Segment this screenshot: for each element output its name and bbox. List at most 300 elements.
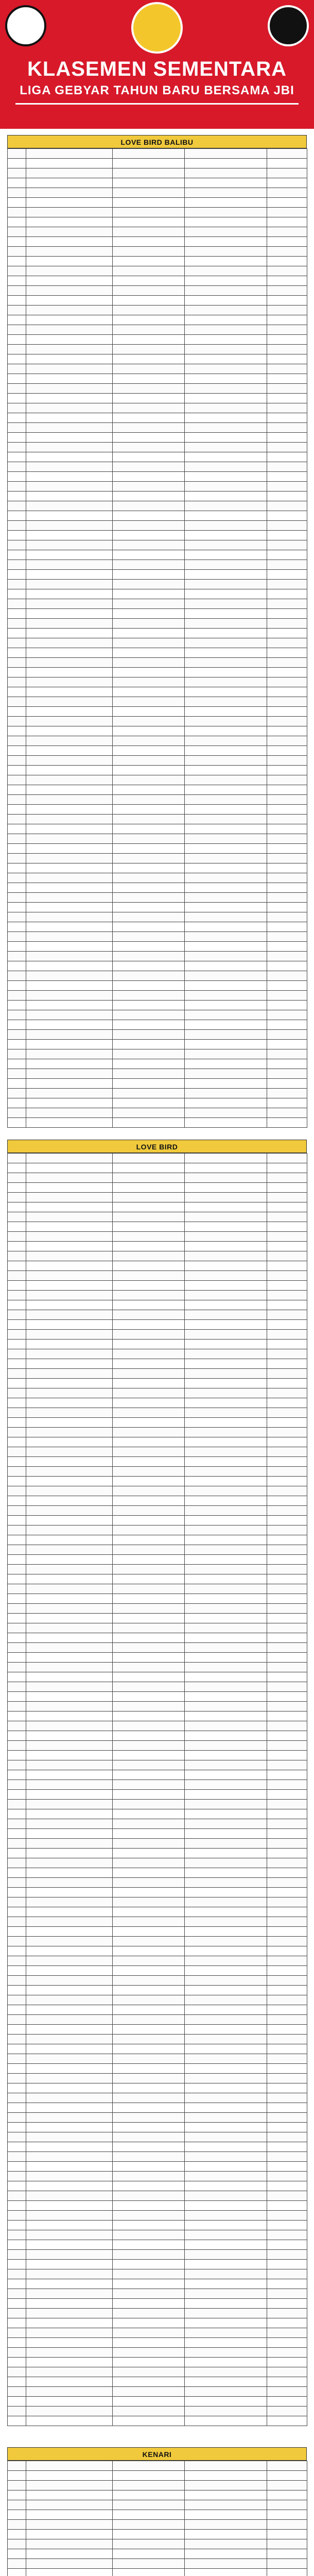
table-cell [113, 1379, 185, 1388]
table-cell [113, 717, 185, 726]
table-cell [8, 540, 26, 550]
table-cell [26, 1030, 113, 1040]
table-cell [26, 1721, 113, 1731]
table-cell [113, 217, 185, 227]
table-cell [267, 658, 307, 668]
table-cell [185, 756, 267, 766]
table-cell [113, 315, 185, 325]
table-cell [267, 2328, 307, 2338]
table-cell [267, 1496, 307, 1506]
table-cell [267, 1040, 307, 1049]
table-cell [113, 1118, 185, 1128]
table-row [8, 677, 307, 687]
table-cell [26, 1858, 113, 1868]
table-cell [267, 717, 307, 726]
table-cell [267, 570, 307, 580]
table-cell [185, 276, 267, 286]
table-cell [113, 227, 185, 237]
table-cell [8, 2152, 26, 2162]
table-row [8, 1281, 307, 1291]
table-cell [113, 1604, 185, 1614]
table-cell [26, 2549, 113, 2559]
table-cell [113, 1986, 185, 1995]
table-cell [113, 2549, 185, 2559]
table-row [8, 1702, 307, 1711]
table-row [8, 2172, 307, 2181]
table-cell [267, 2162, 307, 2172]
table-cell [113, 1780, 185, 1790]
table-cell [267, 1173, 307, 1183]
table-cell [185, 2387, 267, 2397]
table-cell [113, 609, 185, 619]
table-cell [185, 1398, 267, 1408]
table-cell [267, 2005, 307, 2015]
table-cell [185, 854, 267, 863]
table-cell [8, 1447, 26, 1457]
table-cell [267, 384, 307, 394]
table-cell [26, 981, 113, 991]
table-cell [185, 883, 267, 893]
table-cell [8, 501, 26, 511]
table-cell [185, 1868, 267, 1878]
table-cell [8, 1437, 26, 1447]
ranking-table [7, 2461, 307, 2576]
table-cell [8, 1040, 26, 1049]
table-cell [8, 932, 26, 942]
table-cell [113, 2559, 185, 2569]
table-cell [185, 2530, 267, 2539]
table-cell [8, 766, 26, 775]
table-cell [26, 785, 113, 795]
table-cell [113, 1800, 185, 1809]
table-cell [8, 1154, 26, 1163]
table-row [8, 227, 307, 237]
table-cell [8, 1310, 26, 1320]
table-row [8, 2240, 307, 2250]
table-cell [26, 1800, 113, 1809]
table-cell [113, 2358, 185, 2367]
table-cell [267, 863, 307, 873]
table-cell [267, 2054, 307, 2064]
table-cell [185, 1888, 267, 1897]
table-cell [113, 658, 185, 668]
table-cell [113, 1486, 185, 1496]
table-row [8, 315, 307, 325]
table-cell [267, 521, 307, 531]
table-cell [185, 1310, 267, 1320]
table-cell [113, 570, 185, 580]
table-cell [26, 697, 113, 707]
table-cell [113, 2064, 185, 2074]
table-cell [185, 1349, 267, 1359]
table-row [8, 178, 307, 188]
table-cell [26, 2387, 113, 2397]
table-cell [8, 2044, 26, 2054]
table-cell [8, 1711, 26, 1721]
table-row [8, 433, 307, 443]
table-cell [26, 521, 113, 531]
table-cell [26, 805, 113, 815]
table-cell [267, 580, 307, 589]
table-cell [267, 2461, 307, 2471]
table-cell [8, 726, 26, 736]
table-cell [8, 961, 26, 971]
table-cell [113, 540, 185, 550]
table-cell [185, 1079, 267, 1089]
table-row [8, 1251, 307, 1261]
table-cell [8, 873, 26, 883]
table-cell [185, 1496, 267, 1506]
table-row [8, 2250, 307, 2260]
table-cell [26, 482, 113, 492]
table-cell [185, 2221, 267, 2230]
table-cell [267, 1682, 307, 1692]
table-cell [185, 1163, 267, 1173]
table-cell [185, 687, 267, 697]
table-cell [26, 1193, 113, 1202]
table-cell [26, 1672, 113, 1682]
table-row [8, 648, 307, 658]
table-cell [185, 2461, 267, 2471]
table-cell [8, 1398, 26, 1408]
table-cell [8, 2328, 26, 2338]
table-row [8, 1907, 307, 1917]
table-cell [113, 1653, 185, 1663]
table-cell [267, 2230, 307, 2240]
table-cell [26, 1477, 113, 1486]
table-cell [185, 942, 267, 952]
table-cell [267, 2569, 307, 2576]
table-row [8, 394, 307, 403]
table-row [8, 2064, 307, 2074]
table-cell [113, 1594, 185, 1604]
table-cell [8, 805, 26, 815]
table-cell [267, 629, 307, 638]
table-cell [8, 2530, 26, 2539]
table-cell [267, 1800, 307, 1809]
table-row [8, 1692, 307, 1702]
table-cell [185, 1770, 267, 1780]
table-cell [267, 2416, 307, 2426]
table-cell [113, 423, 185, 433]
table-cell [267, 1320, 307, 1330]
table-row [8, 1202, 307, 1212]
table-cell [185, 1098, 267, 1108]
table-cell [267, 2559, 307, 2569]
table-row [8, 863, 307, 873]
table-cell [113, 1829, 185, 1839]
table-cell [267, 2093, 307, 2103]
table-cell [185, 2240, 267, 2250]
table-row [8, 1369, 307, 1379]
table-cell [185, 1760, 267, 1770]
table-cell [185, 1486, 267, 1496]
table-cell [26, 854, 113, 863]
table-cell [185, 1526, 267, 1535]
table-cell [113, 893, 185, 903]
table-cell [26, 971, 113, 981]
table-cell [8, 707, 26, 717]
table-cell [26, 1643, 113, 1653]
table-cell [8, 589, 26, 599]
table-cell [8, 1251, 26, 1261]
table-cell [26, 589, 113, 599]
table-cell [267, 1780, 307, 1790]
table-cell [8, 2074, 26, 2083]
table-row [8, 1819, 307, 1829]
table-cell [185, 1663, 267, 1672]
table-cell [26, 726, 113, 736]
table-cell [185, 1907, 267, 1917]
table-cell [113, 2461, 185, 2471]
table-cell [113, 1535, 185, 1545]
table-cell [26, 1907, 113, 1917]
table-cell [113, 2387, 185, 2397]
table-cell [185, 707, 267, 717]
table-cell [267, 1330, 307, 1340]
table-cell [26, 638, 113, 648]
table-cell [26, 1692, 113, 1702]
table-cell [185, 354, 267, 364]
table-cell [26, 1001, 113, 1010]
table-cell [8, 844, 26, 854]
table-cell [8, 217, 26, 227]
table-cell [267, 2113, 307, 2123]
table-cell [113, 1418, 185, 1428]
table-cell [267, 1956, 307, 1966]
table-cell [26, 2406, 113, 2416]
table-cell [185, 952, 267, 961]
table-cell [113, 2044, 185, 2054]
table-cell [8, 1183, 26, 1193]
table-row [8, 1937, 307, 1946]
table-row [8, 1956, 307, 1966]
section-lovebird [7, 1140, 307, 2426]
table-cell [26, 247, 113, 257]
table-row [8, 1359, 307, 1369]
table-cell [26, 834, 113, 844]
table-row [8, 570, 307, 580]
table-cell [26, 1281, 113, 1291]
table-row [8, 2074, 307, 2083]
table-cell [113, 345, 185, 354]
table-cell [185, 1506, 267, 1516]
table-cell [185, 1555, 267, 1565]
table-cell [26, 2520, 113, 2530]
table-cell [185, 570, 267, 580]
table-cell [8, 609, 26, 619]
table-cell [8, 668, 26, 677]
table-row [8, 521, 307, 531]
table-cell [113, 286, 185, 296]
table-cell [267, 511, 307, 521]
table-cell [113, 1809, 185, 1819]
table-cell [113, 1937, 185, 1946]
table-cell [113, 2152, 185, 2162]
table-cell [267, 492, 307, 501]
table-row [8, 2181, 307, 2191]
table-cell [185, 433, 267, 443]
table-cell [113, 1526, 185, 1535]
table-cell [267, 1751, 307, 1760]
table-cell [8, 178, 26, 188]
table-cell [26, 2397, 113, 2406]
table-cell [185, 795, 267, 805]
table-cell [113, 2289, 185, 2299]
table-cell [26, 1653, 113, 1663]
table-cell [113, 2132, 185, 2142]
table-cell [267, 1183, 307, 1193]
table-cell [185, 1020, 267, 1030]
table-cell [267, 795, 307, 805]
table-cell [185, 384, 267, 394]
table-cell [8, 2318, 26, 2328]
table-cell [8, 1212, 26, 1222]
table-cell [113, 1437, 185, 1447]
table-cell [185, 1653, 267, 1663]
table-row [8, 1040, 307, 1049]
table-row [8, 2530, 307, 2539]
table-cell [113, 1079, 185, 1089]
table-cell [113, 1849, 185, 1858]
table-cell [26, 1535, 113, 1545]
table-cell [8, 658, 26, 668]
table-cell [113, 1927, 185, 1937]
table-cell [8, 188, 26, 198]
table-row [8, 2299, 307, 2309]
table-cell [26, 2025, 113, 2035]
table-cell [113, 1251, 185, 1261]
table-row [8, 2490, 307, 2500]
table-cell [26, 1790, 113, 1800]
table-cell [185, 815, 267, 824]
table-cell [185, 2318, 267, 2328]
table-cell [267, 942, 307, 952]
table-cell [185, 2132, 267, 2142]
table-cell [113, 766, 185, 775]
table-cell [113, 883, 185, 893]
table-cell [8, 2358, 26, 2367]
table-cell [267, 2201, 307, 2211]
table-cell [8, 2559, 26, 2569]
table-row [8, 1108, 307, 1118]
table-row [8, 1897, 307, 1907]
table-cell [267, 2397, 307, 2406]
table-row [8, 2211, 307, 2221]
table-cell [26, 2054, 113, 2064]
table-cell [113, 2181, 185, 2191]
table-cell [267, 589, 307, 599]
table-cell [113, 208, 185, 217]
table-cell [113, 1692, 185, 1702]
table-cell [267, 1584, 307, 1594]
table-cell [185, 1819, 267, 1829]
table-row [8, 2191, 307, 2201]
table-cell [8, 883, 26, 893]
table-cell [8, 511, 26, 521]
table-row [8, 1849, 307, 1858]
table-cell [185, 658, 267, 668]
table-row [8, 1986, 307, 1995]
table-cell [113, 1020, 185, 1030]
table-cell [8, 1173, 26, 1183]
table-cell [185, 1418, 267, 1428]
table-cell [26, 2230, 113, 2240]
table-cell [8, 2035, 26, 2044]
table-cell [26, 1976, 113, 1986]
table-cell [26, 599, 113, 609]
table-cell [267, 1251, 307, 1261]
table-cell [8, 198, 26, 208]
table-cell [26, 2250, 113, 2260]
table-row [8, 697, 307, 707]
table-cell [185, 1330, 267, 1340]
table-cell [185, 1049, 267, 1059]
table-cell [185, 2397, 267, 2406]
table-cell [113, 2318, 185, 2328]
table-cell [26, 492, 113, 501]
table-cell [185, 971, 267, 981]
table-cell [8, 2520, 26, 2530]
table-cell [267, 1310, 307, 1320]
table-row [8, 1868, 307, 1878]
table-cell [267, 1741, 307, 1751]
table-cell [26, 472, 113, 482]
table-cell [26, 540, 113, 550]
table-cell [26, 286, 113, 296]
table-cell [185, 580, 267, 589]
table-row [8, 2387, 307, 2397]
table-cell [8, 599, 26, 609]
table-row [8, 1408, 307, 1418]
table-cell [26, 168, 113, 178]
table-cell [267, 1731, 307, 1741]
table-cell [26, 824, 113, 834]
table-cell [267, 306, 307, 315]
table-cell [267, 1118, 307, 1128]
table-row [8, 775, 307, 785]
table-cell [26, 1555, 113, 1565]
table-cell [113, 1359, 185, 1369]
table-row [8, 286, 307, 296]
table-cell [26, 2191, 113, 2201]
table-cell [113, 1516, 185, 1526]
table-cell [8, 1878, 26, 1888]
table-row [8, 1242, 307, 1251]
table-row [8, 1001, 307, 1010]
table-row [8, 1173, 307, 1183]
table-cell [267, 1986, 307, 1995]
table-cell [267, 1154, 307, 1163]
table-cell [113, 677, 185, 687]
table-cell [8, 1839, 26, 1849]
table-cell [185, 903, 267, 912]
table-cell [8, 1020, 26, 1030]
table-row [8, 942, 307, 952]
table-cell [8, 2289, 26, 2299]
table-cell [26, 2481, 113, 2490]
table-row [8, 1183, 307, 1193]
table-cell [267, 1565, 307, 1574]
table-cell [8, 834, 26, 844]
table-row [8, 1888, 307, 1897]
table-row [8, 1437, 307, 1447]
table-cell [267, 354, 307, 364]
table-cell [26, 2299, 113, 2309]
table-cell [185, 1692, 267, 1702]
table-cell [185, 1428, 267, 1437]
table-cell [113, 1163, 185, 1173]
